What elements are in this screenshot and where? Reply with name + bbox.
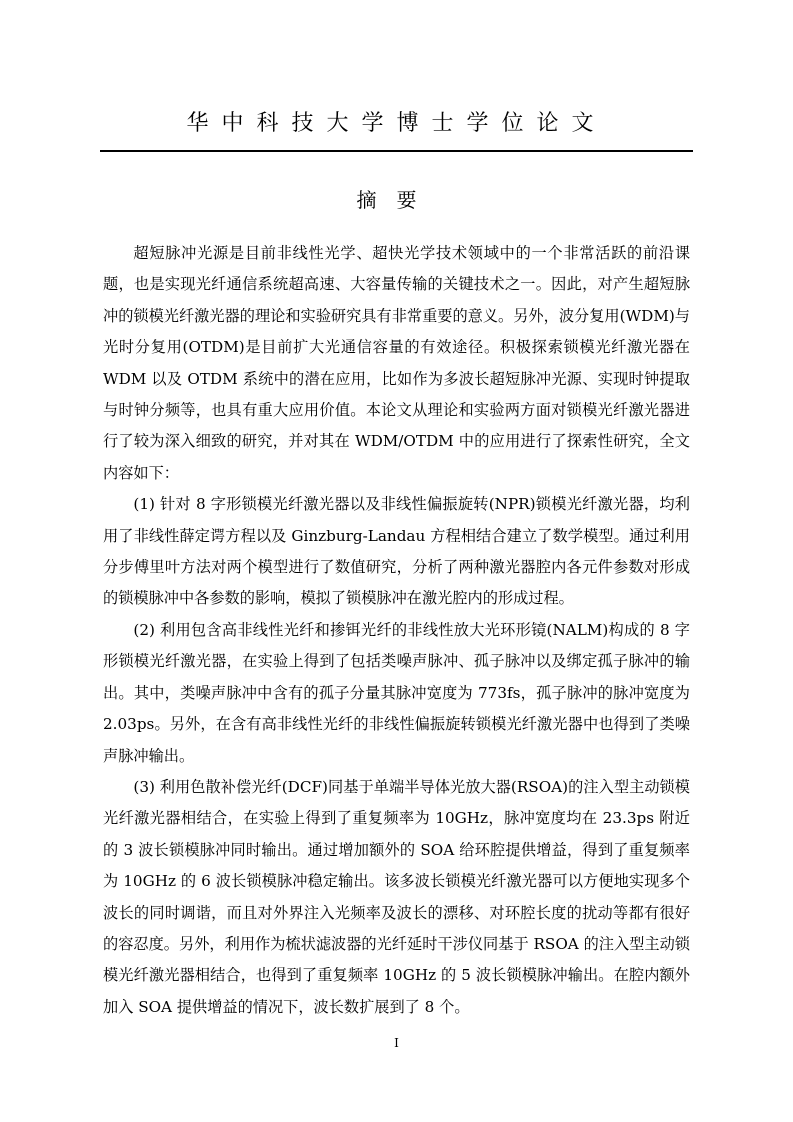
abstract-paragraph: (1) 针对 8 字形锁模光纤激光器以及非线性偏振旋转(NPR)锁模光纤激光器，均利用了非线性薛定谔方程以及 Ginzburg-Landau 方程相结合建立了数学模型。通过利用分步傅里叶方法对两个模型进行了数值研究，分析了两种激光器腔内各元件参数对形成的锁模脉冲中各参数的影响，模拟了锁模脉冲在激光腔内的形成过程。 xyxy=(103,495,690,608)
abstract-paragraph: (2) 利用包含高非线性光纤和掺铒光纤的非线性放大光环形镜(NALM)构成的 8 字形锁模光纤激光器，在实验上得到了包括类噪声脉冲、孤子脉冲以及绑定孤子脉冲的输出。其中，类噪声脉冲中含有的孤子分量其脉冲宽度为 773fs，孤子脉冲的脉冲宽度为 2.03ps。另外，在含有高非线性光纤的非线性偏振旋转锁模光纤激光器中也得到了类噪声脉冲输出。 xyxy=(103,620,690,765)
thesis-header-title: 华中科技大学博士学位论文 xyxy=(186,111,607,136)
abstract-title: 摘要 xyxy=(356,188,437,212)
page-number: I xyxy=(394,1036,399,1050)
header-divider xyxy=(100,150,693,152)
abstract-paragraph: (3) 利用色散补偿光纤(DCF)同基于单端半导体光放大器(RSOA)的注入型主动锁模光纤激光器相结合，在实验上得到了重复频率为 10GHz，脉冲宽度均在 23.3ps 附近的 3 波长锁模脉冲同时输出。通过增加额外的 SOA 给环腔提供增益，得到了重复频率为 10GHz 的 6 波长锁模脉冲稳定输出。该多波长锁模光纤激光器可以方便地实现多个波长的同时调谐，而且对外界注入光频率及波长的漂移、对环腔长度的扰动等都有很好的容忍度。另外，利用作为梳状滤波器的光纤延时干涉仪同基于 RSOA 的注入型主动锁模光纤激光器相结合，也得到了重复频率 10GHz 的 5 波长锁模脉冲输出。在腔内额外加入 SOA 提供增益的情况下，波长数扩展到了 8 个。 xyxy=(103,777,690,1016)
abstract-body xyxy=(103,238,690,1023)
abstract-paragraph: 超短脉冲光源是目前非线性光学、超快光学技术领域中的一个非常活跃的前沿课题，也是实现光纤通信系统超高速、大容量传输的关键技术之一。因此，对产生超短脉冲的锁模光纤激光器的理论和实验研究具有非常重要的意义。另外，波分复用(WDM)与光时分复用(OTDM)是目前扩大光通信容量的有效途径。积极探索锁模光纤激光器在 WDM 以及 OTDM 系统中的潜在应用，比如作为多波长超短脉冲光源、实现时钟提取与时钟分频等，也具有重大应用价值。本论文从理论和实验两方面对锁模光纤激光器进行了较为深入细致的研究，并对其在 WDM/OTDM 中的应用进行了探索性研究，全文内容如下： xyxy=(103,244,690,482)
